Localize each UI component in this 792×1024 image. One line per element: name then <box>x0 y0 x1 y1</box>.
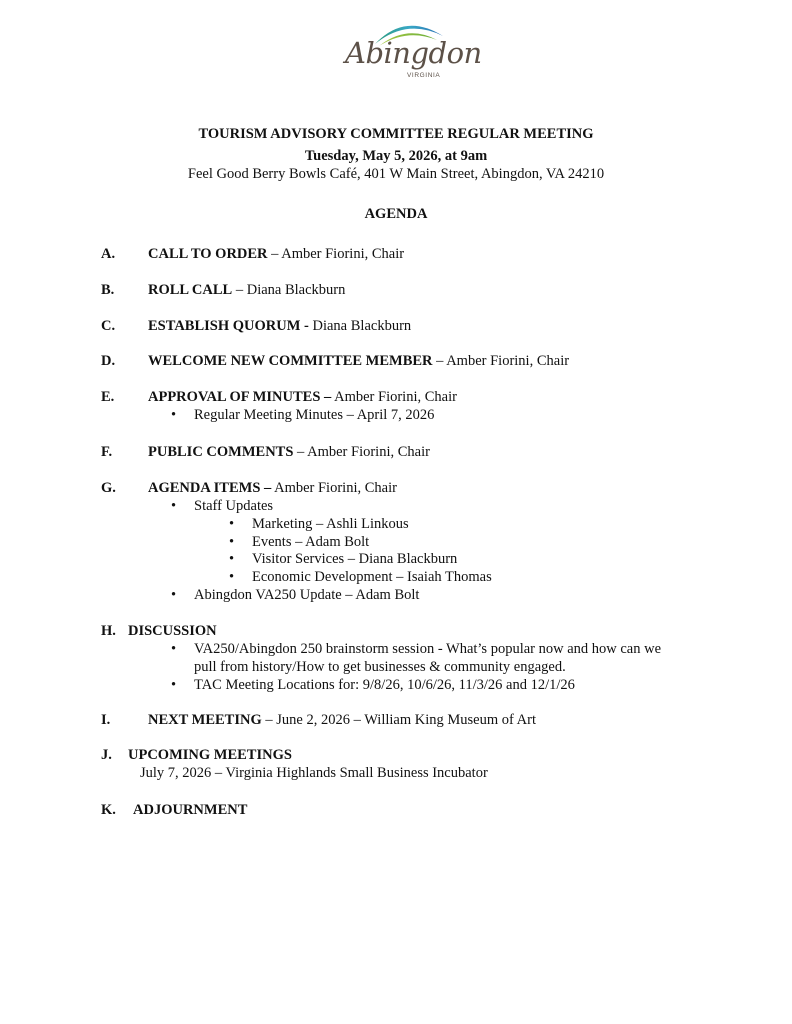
agenda-item-next-meeting <box>148 712 536 729</box>
item-letter: C. <box>101 318 116 334</box>
bullet-icon <box>229 551 234 568</box>
agenda-item-agenda-items <box>148 480 397 497</box>
bullet-icon <box>171 677 176 694</box>
item-presenter: – Diana Blackburn <box>232 282 346 298</box>
logo-wordmark: Abingdon <box>345 36 482 70</box>
item-title: PUBLIC COMMENTS <box>148 444 294 460</box>
item-title: ROLL CALL <box>148 282 233 298</box>
item-title: ESTABLISH QUORUM - <box>148 318 309 334</box>
item-title: AGENDA ITEMS – <box>148 480 272 496</box>
sub-sub-item: Economic Development – Isaiah Thomas <box>252 569 492 585</box>
bullet-icon <box>229 569 234 586</box>
item-letter: D. <box>101 353 116 369</box>
meeting-location: Feel Good Berry Bowls Café, 401 W Main Street, Abingdon, VA 24210 <box>187 166 605 182</box>
sub-item-brainstorm-cont: pull from history/How to get businesses & community engaged. <box>194 659 566 675</box>
sub-item-staff-updates: Staff Updates <box>194 498 274 514</box>
item-letter: I. <box>101 712 111 728</box>
item-letter: J. <box>101 747 112 763</box>
upcoming-meeting-line: July 7, 2026 – Virginia Highlands Small Business Incubator <box>140 765 488 781</box>
agenda-item-roll-call <box>148 282 345 299</box>
bullet-icon <box>229 534 234 551</box>
agenda-item-public-comments <box>148 444 430 461</box>
sub-sub-item: Events – Adam Bolt <box>252 534 370 550</box>
item-title: WELCOME NEW COMMITTEE MEMBER <box>148 353 433 369</box>
bullet-icon <box>171 641 176 658</box>
item-title-adjournment: ADJOURNMENT <box>133 802 248 818</box>
item-title-discussion: DISCUSSION <box>128 623 217 639</box>
item-letter: F. <box>101 444 113 460</box>
bullet-icon <box>171 498 176 515</box>
agenda-item-quorum <box>148 318 411 335</box>
item-title: CALL TO ORDER <box>148 246 268 262</box>
item-letter: K. <box>101 802 116 818</box>
meeting-title: TOURISM ADVISORY COMMITTEE REGULAR MEETING <box>198 126 594 142</box>
item-title: NEXT MEETING <box>148 712 262 728</box>
item-presenter: – Amber Fiorini, Chair <box>432 353 570 369</box>
item-presenter: Amber Fiorini, Chair <box>271 480 397 496</box>
item-letter: E. <box>101 389 115 405</box>
item-presenter: – Amber Fiorini, Chair <box>267 246 405 262</box>
sub-item-brainstorm: VA250/Abingdon 250 brainstorm session - What’s popular now and how can we <box>194 641 662 657</box>
agenda-item-new-member <box>148 353 569 370</box>
item-letter: H. <box>101 623 116 639</box>
meeting-date: Tuesday, May 5, 2026, at 9am <box>304 148 488 164</box>
sub-sub-item: Visitor Services – Diana Blackburn <box>252 551 458 567</box>
item-detail: – June 2, 2026 – William King Museum of Art <box>261 712 536 728</box>
sub-item-tac-locations: TAC Meeting Locations for: 9/8/26, 10/6/26, 11/3/26 and 12/1/26 <box>194 677 575 693</box>
sub-sub-item: Marketing – Ashli Linkous <box>252 516 409 532</box>
agenda-item-minutes <box>148 389 457 406</box>
bullet-icon <box>171 407 176 424</box>
agenda-heading: AGENDA <box>364 206 428 222</box>
agenda-item-call-to-order <box>148 246 404 263</box>
bullet-icon <box>171 587 176 604</box>
abingdon-logo <box>345 14 482 86</box>
item-letter: A. <box>101 246 116 262</box>
item-presenter: Diana Blackburn <box>308 318 412 334</box>
item-letter: G. <box>101 480 116 496</box>
bullet-icon <box>229 516 234 533</box>
item-letter: B. <box>101 282 115 298</box>
item-title: APPROVAL OF MINUTES – <box>148 389 332 405</box>
sub-item-va250: Abingdon VA250 Update – Adam Bolt <box>194 587 420 603</box>
item-presenter: Amber Fiorini, Chair <box>331 389 457 405</box>
item-presenter: – Amber Fiorini, Chair <box>293 444 430 460</box>
item-title-upcoming: UPCOMING MEETINGS <box>128 747 292 763</box>
sub-item-minutes: Regular Meeting Minutes – April 7, 2026 <box>194 407 435 423</box>
logo-subtitle: VIRGINIA <box>407 72 441 79</box>
